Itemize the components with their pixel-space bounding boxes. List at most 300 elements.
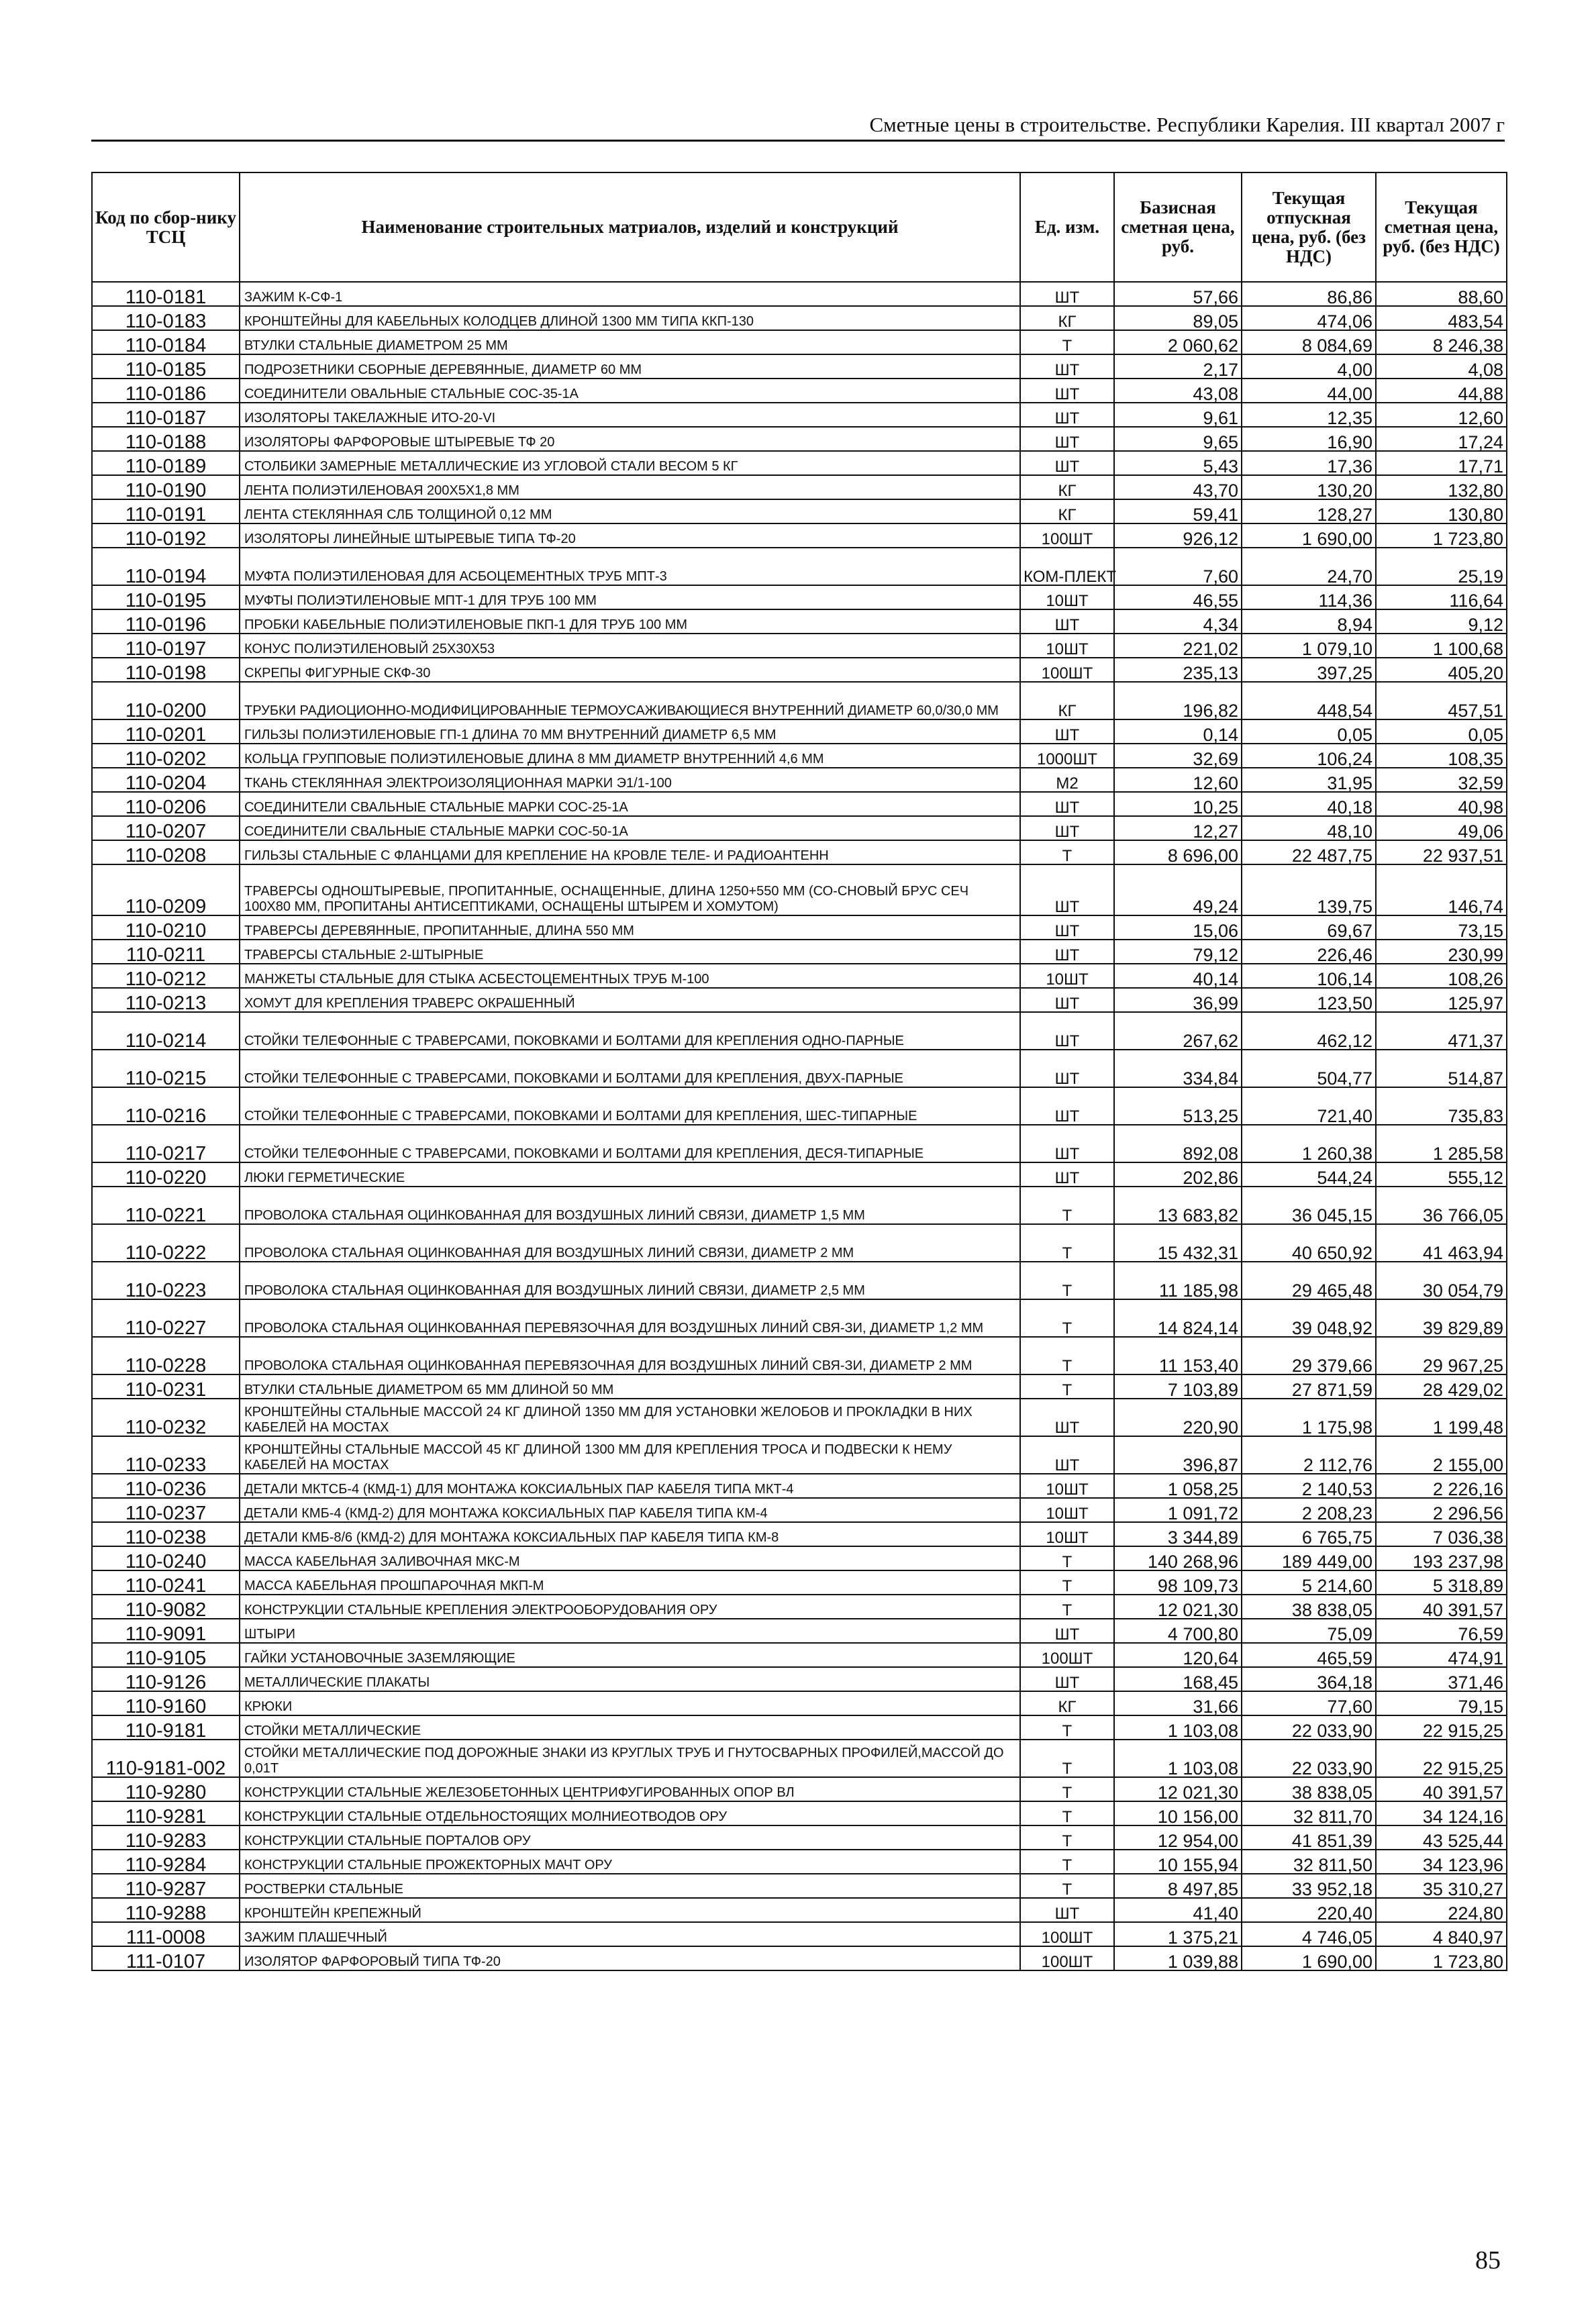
item-unit: ШТ [1020,1162,1114,1187]
item-code: 110-0200 [92,682,240,719]
item-unit: Т [1020,1850,1114,1874]
estimate-price: 5 318,89 [1376,1570,1507,1595]
table-row [92,427,1507,451]
estimate-price: 17,24 [1376,427,1507,451]
table-row [92,682,1507,719]
item-name: ЗАЖИМ ПЛАШЕЧНЫЙ [240,1922,1020,1946]
table-row [92,1522,1507,1546]
item-unit: 100ШТ [1020,523,1114,548]
estimate-price: 4,08 [1376,354,1507,379]
item-code: 110-9082 [92,1595,240,1619]
table-row [92,1619,1507,1643]
item-name: КОНСТРУКЦИИ СТАЛЬНЫЕ КРЕПЛЕНИЯ ЭЛЕКТРООБОРУДОВАНИЯ ОРУ [240,1595,1020,1619]
base-price: 12 021,30 [1114,1595,1242,1619]
release-price: 1 079,10 [1242,634,1376,658]
estimate-price: 405,20 [1376,658,1507,682]
item-name: СОЕДИНИТЕЛИ СВАЛЬНЫЕ СТАЛЬНЫЕ МАРКИ СОС-50-1А [240,816,1020,840]
item-unit: ШТ [1020,719,1114,744]
estimate-price: 474,91 [1376,1643,1507,1667]
table-row [92,768,1507,792]
table-row [92,354,1507,379]
item-code: 110-0190 [92,475,240,499]
item-name: КРЮКИ [240,1691,1020,1715]
item-code: 110-0231 [92,1374,240,1399]
item-unit: Т [1020,1740,1114,1777]
estimate-price: 230,99 [1376,940,1507,964]
item-unit: ШТ [1020,1087,1114,1125]
estimate-price: 0,05 [1376,719,1507,744]
table-header [92,172,1507,282]
item-name: СТОЙКИ ТЕЛЕФОННЫЕ С ТРАВЕРСАМИ, ПОКОВКАМИ И БОЛТАМИ ДЛЯ КРЕПЛЕНИЯ ОДНО-ПАРНЫЕ [240,1012,1020,1050]
release-price: 22 033,90 [1242,1715,1376,1740]
release-price: 5 214,60 [1242,1570,1376,1595]
item-name: ПОДРОЗЕТНИКИ СБОРНЫЕ ДЕРЕВЯННЫЕ, ДИАМЕТР 60 ММ [240,354,1020,379]
item-name: КОНСТРУКЦИИ СТАЛЬНЫЕ ПРОЖЕКТОРНЫХ МАЧТ ОРУ [240,1850,1020,1874]
base-price: 267,62 [1114,1012,1242,1050]
release-price: 721,40 [1242,1087,1376,1125]
item-unit: Т [1020,840,1114,864]
base-price: 1 103,08 [1114,1715,1242,1740]
item-name: СОЕДИНИТЕЛИ СВАЛЬНЫЕ СТАЛЬНЫЕ МАРКИ СОС-25-1А [240,792,1020,816]
table-row [92,1399,1507,1436]
item-name: ИЗОЛЯТОРЫ ФАРФОРОВЫЕ ШТЫРЕВЫЕ ТФ 20 [240,427,1020,451]
item-name: ПРОВОЛОКА СТАЛЬНАЯ ОЦИНКОВАННАЯ ПЕРЕВЯЗОЧНАЯ ДЛЯ ВОЗДУШНЫХ ЛИНИЙ СВЯ-ЗИ, ДИАМЕТР 2 ММ [240,1337,1020,1374]
estimate-price: 8 246,38 [1376,330,1507,354]
item-code: 110-0217 [92,1125,240,1162]
item-unit: ШТ [1020,1050,1114,1087]
item-code: 110-0194 [92,548,240,585]
item-name: ТРУБКИ РАДИОЦИОННО-МОДИФИЦИРОВАННЫЕ ТЕРМОУСАЖИВАЮЩИЕСЯ ВНУТРЕННИЙ ДИАМЕТР 60,0/30,0 ММ [240,682,1020,719]
estimate-price: 1 285,58 [1376,1125,1507,1162]
item-unit: Т [1020,1187,1114,1224]
release-price: 2 140,53 [1242,1474,1376,1498]
item-code: 110-0196 [92,609,240,634]
table-row [92,1801,1507,1825]
release-price: 44,00 [1242,379,1376,403]
item-name: ДЕТАЛИ МКТСБ-4 (КМД-1) ДЛЯ МОНТАЖА КОКСИАЛЬНЫХ ПАР КАБЕЛЯ ТИПА МКТ-4 [240,1474,1020,1498]
base-price: 513,25 [1114,1087,1242,1125]
estimate-price: 34 123,96 [1376,1850,1507,1874]
estimate-price: 132,80 [1376,475,1507,499]
item-unit: Т [1020,1224,1114,1262]
release-price: 364,18 [1242,1667,1376,1691]
estimate-price: 371,46 [1376,1667,1507,1691]
table-row [92,1498,1507,1522]
item-unit: 10ШТ [1020,1498,1114,1522]
table-row [92,499,1507,523]
table-row [92,864,1507,915]
item-unit: Т [1020,1874,1114,1898]
estimate-price: 457,51 [1376,682,1507,719]
estimate-price: 4 840,97 [1376,1922,1507,1946]
release-price: 12,35 [1242,403,1376,427]
estimate-price: 1 199,48 [1376,1399,1507,1436]
base-price: 49,24 [1114,864,1242,915]
release-price: 29 465,48 [1242,1262,1376,1299]
item-unit: ШТ [1020,1898,1114,1922]
release-price: 4,00 [1242,354,1376,379]
estimate-price: 49,06 [1376,816,1507,840]
item-name: МУФТЫ ПОЛИЭТИЛЕНОВЫЕ МПТ-1 ДЛЯ ТРУБ 100 ММ [240,585,1020,609]
release-price: 2 208,23 [1242,1498,1376,1522]
estimate-price: 30 054,79 [1376,1262,1507,1299]
estimate-price: 29 967,25 [1376,1337,1507,1374]
estimate-price: 193 237,98 [1376,1546,1507,1570]
release-price: 48,10 [1242,816,1376,840]
release-price: 69,67 [1242,915,1376,940]
table-row [92,1691,1507,1715]
base-price: 98 109,73 [1114,1570,1242,1595]
table-row [92,634,1507,658]
item-name: ВТУЛКИ СТАЛЬНЫЕ ДИАМЕТРОМ 65 ММ ДЛИНОЙ 50 ММ [240,1374,1020,1399]
estimate-price: 514,87 [1376,1050,1507,1087]
estimate-price: 43 525,44 [1376,1825,1507,1850]
estimate-price: 34 124,16 [1376,1801,1507,1825]
base-price: 15,06 [1114,915,1242,940]
release-price: 38 838,05 [1242,1595,1376,1619]
item-unit: Т [1020,1777,1114,1801]
table-row [92,548,1507,585]
item-unit: Т [1020,1337,1114,1374]
item-name: КОЛЬЦА ГРУППОВЫЕ ПОЛИЭТИЛЕНОВЫЕ ДЛИНА 8 ММ ДИАМЕТР ВНУТРЕННИЙ 4,6 ММ [240,744,1020,768]
item-unit: М2 [1020,768,1114,792]
release-price: 1 260,38 [1242,1125,1376,1162]
estimate-price: 2 296,56 [1376,1498,1507,1522]
item-name: ГИЛЬЗЫ ПОЛИЭТИЛЕНОВЫЕ ГП-1 ДЛИНА 70 ММ ВНУТРЕННИЙ ДИАМЕТР 6,5 ММ [240,719,1020,744]
estimate-price: 2 155,00 [1376,1436,1507,1474]
table-row [92,1570,1507,1595]
base-price: 59,41 [1114,499,1242,523]
base-price: 235,13 [1114,658,1242,682]
item-unit: ШТ [1020,451,1114,475]
base-price: 79,12 [1114,940,1242,964]
item-code: 110-0189 [92,451,240,475]
item-name: ХОМУТ ДЛЯ КРЕПЛЕНИЯ ТРАВЕРС ОКРАШЕННЫЙ [240,988,1020,1012]
table-body [92,282,1507,1970]
running-header: Сметные цены в строительстве. Республики Карелия. III квартал 2007 г [91,113,1505,142]
release-price: 40 650,92 [1242,1224,1376,1262]
item-code: 110-0195 [92,585,240,609]
item-name: КОНСТРУКЦИИ СТАЛЬНЫЕ ПОРТАЛОВ ОРУ [240,1825,1020,1850]
item-code: 110-0192 [92,523,240,548]
item-unit: КГ [1020,306,1114,330]
item-unit: 10ШТ [1020,585,1114,609]
item-code: 110-0211 [92,940,240,964]
table-row [92,1546,1507,1570]
item-code: 110-0206 [92,792,240,816]
item-code: 110-9181 [92,1715,240,1740]
item-unit: ШТ [1020,1436,1114,1474]
item-unit: 10ШТ [1020,1522,1114,1546]
base-price: 9,65 [1114,427,1242,451]
item-code: 110-0207 [92,816,240,840]
item-code: 110-9284 [92,1850,240,1874]
item-code: 110-9105 [92,1643,240,1667]
estimate-price: 116,64 [1376,585,1507,609]
item-code: 110-0228 [92,1337,240,1374]
item-unit: 100ШТ [1020,1643,1114,1667]
item-code: 110-0186 [92,379,240,403]
base-price: 12 954,00 [1114,1825,1242,1850]
base-price: 43,70 [1114,475,1242,499]
table-row [92,1087,1507,1125]
item-unit: 100ШТ [1020,658,1114,682]
estimate-price: 73,15 [1376,915,1507,940]
release-price: 75,09 [1242,1619,1376,1643]
item-name: КОНУС ПОЛИЭТИЛЕНОВЫЙ 25Х30Х53 [240,634,1020,658]
item-unit: Т [1020,1262,1114,1299]
item-name: ЗАЖИМ К-СФ-1 [240,282,1020,306]
item-name: СТОЙКИ ТЕЛЕФОННЫЕ С ТРАВЕРСАМИ, ПОКОВКАМИ И БОЛТАМИ ДЛЯ КРЕПЛЕНИЯ, ДЕСЯ-ТИПАРНЫЕ [240,1125,1020,1162]
item-code: 110-0238 [92,1522,240,1546]
item-unit: КГ [1020,475,1114,499]
table-row [92,1850,1507,1874]
base-price: 202,86 [1114,1162,1242,1187]
base-price: 926,12 [1114,523,1242,548]
item-name: ВТУЛКИ СТАЛЬНЫЕ ДИАМЕТРОМ 25 ММ [240,330,1020,354]
item-code: 110-0240 [92,1546,240,1570]
table-row [92,1667,1507,1691]
table-row [92,1595,1507,1619]
base-price: 120,64 [1114,1643,1242,1667]
base-price: 140 268,96 [1114,1546,1242,1570]
base-price: 11 153,40 [1114,1337,1242,1374]
release-price: 16,90 [1242,427,1376,451]
base-price: 7 103,89 [1114,1374,1242,1399]
item-name: СТОЛБИКИ ЗАМЕРНЫЕ МЕТАЛЛИЧЕСКИЕ ИЗ УГЛОВОЙ СТАЛИ ВЕСОМ 5 КГ [240,451,1020,475]
base-price: 3 344,89 [1114,1522,1242,1546]
release-price: 32 811,50 [1242,1850,1376,1874]
base-price: 12,60 [1114,768,1242,792]
estimate-price: 471,37 [1376,1012,1507,1050]
item-name: ДЕТАЛИ КМБ-8/6 (КМД-2) ДЛЯ МОНТАЖА КОКСИАЛЬНЫХ ПАР КАБЕЛЯ ТИПА КМ-8 [240,1522,1020,1546]
release-price: 31,95 [1242,768,1376,792]
item-name: КРОНШТЕЙН КРЕПЕЖНЫЙ [240,1898,1020,1922]
release-price: 22 033,90 [1242,1740,1376,1777]
release-price: 8 084,69 [1242,330,1376,354]
base-price: 2,17 [1114,354,1242,379]
item-unit: ШТ [1020,940,1114,964]
estimate-price: 22 915,25 [1376,1715,1507,1740]
item-code: 110-0241 [92,1570,240,1595]
table-row [92,840,1507,864]
base-price: 0,14 [1114,719,1242,744]
estimate-price: 39 829,89 [1376,1299,1507,1337]
table-row [92,1777,1507,1801]
item-code: 111-0107 [92,1946,240,1970]
item-code: 110-0220 [92,1162,240,1187]
release-price: 106,14 [1242,964,1376,988]
table-row [92,1946,1507,1970]
base-price: 1 058,25 [1114,1474,1242,1498]
base-price: 57,66 [1114,282,1242,306]
release-price: 27 871,59 [1242,1374,1376,1399]
item-name: СТОЙКИ МЕТАЛЛИЧЕСКИЕ ПОД ДОРОЖНЫЕ ЗНАКИ ИЗ КРУГЛЫХ ТРУБ И ГНУТОСВАРНЫХ ПРОФИЛЕЙ,МАССОЙ ДО 0,01Т [240,1740,1020,1777]
release-price: 1 175,98 [1242,1399,1376,1436]
base-price: 46,55 [1114,585,1242,609]
item-name: СОЕДИНИТЕЛИ ОВАЛЬНЫЕ СТАЛЬНЫЕ СОС-35-1А [240,379,1020,403]
release-price: 2 112,76 [1242,1436,1376,1474]
base-price: 396,87 [1114,1436,1242,1474]
release-price: 40,18 [1242,792,1376,816]
base-price: 15 432,31 [1114,1224,1242,1262]
item-code: 110-0222 [92,1224,240,1262]
table-row [92,1874,1507,1898]
table-row [92,1436,1507,1474]
item-code: 110-9181-002 [92,1740,240,1777]
table-row [92,1825,1507,1850]
table-row [92,379,1507,403]
base-price: 221,02 [1114,634,1242,658]
estimate-price: 35 310,27 [1376,1874,1507,1898]
item-name: МАССА КАБЕЛЬНАЯ ПРОШПАРОЧНАЯ МКП-М [240,1570,1020,1595]
item-name: СТОЙКИ ТЕЛЕФОННЫЕ С ТРАВЕРСАМИ, ПОКОВКАМИ И БОЛТАМИ ДЛЯ КРЕПЛЕНИЯ, ДВУХ-ПАРНЫЕ [240,1050,1020,1087]
item-unit: Т [1020,1374,1114,1399]
table-row [92,403,1507,427]
base-price: 31,66 [1114,1691,1242,1715]
item-name: МАНЖЕТЫ СТАЛЬНЫЕ ДЛЯ СТЫКА АСБЕСТОЦЕМЕНТНЫХ ТРУБ М-100 [240,964,1020,988]
base-price: 12,27 [1114,816,1242,840]
release-price: 4 746,05 [1242,1922,1376,1946]
release-price: 226,46 [1242,940,1376,964]
item-unit: ШТ [1020,354,1114,379]
release-price: 22 487,75 [1242,840,1376,864]
item-name: ПРОБКИ КАБЕЛЬНЫЕ ПОЛИЭТИЛЕНОВЫЕ ПКП-1 ДЛЯ ТРУБ 100 ММ [240,609,1020,634]
item-code: 110-0204 [92,768,240,792]
item-code: 110-0233 [92,1436,240,1474]
item-name: СТОЙКИ МЕТАЛЛИЧЕСКИЕ [240,1715,1020,1740]
release-price: 1 690,00 [1242,1946,1376,1970]
base-price: 2 060,62 [1114,330,1242,354]
table-row [92,1337,1507,1374]
item-unit: ШТ [1020,1012,1114,1050]
table-row [92,1224,1507,1262]
estimate-price: 36 766,05 [1376,1187,1507,1224]
estimate-price: 7 036,38 [1376,1522,1507,1546]
base-price: 89,05 [1114,306,1242,330]
base-price: 40,14 [1114,964,1242,988]
release-price: 128,27 [1242,499,1376,523]
estimate-price: 146,74 [1376,864,1507,915]
item-name: ПРОВОЛОКА СТАЛЬНАЯ ОЦИНКОВАННАЯ ДЛЯ ВОЗДУШНЫХ ЛИНИЙ СВЯЗИ, ДИАМЕТР 1,5 ММ [240,1187,1020,1224]
estimate-price: 22 937,51 [1376,840,1507,864]
item-code: 110-0187 [92,403,240,427]
item-unit: ШТ [1020,792,1114,816]
item-unit: ШТ [1020,1667,1114,1691]
base-price: 5,43 [1114,451,1242,475]
item-unit: ШТ [1020,1125,1114,1162]
estimate-price: 1 723,80 [1376,523,1507,548]
estimate-price: 76,59 [1376,1619,1507,1643]
estimate-price: 735,83 [1376,1087,1507,1125]
table-row [92,915,1507,940]
release-price: 24,70 [1242,548,1376,585]
table-row [92,475,1507,499]
item-name: ПРОВОЛОКА СТАЛЬНАЯ ОЦИНКОВАННАЯ ДЛЯ ВОЗДУШНЫХ ЛИНИЙ СВЯЗИ, ДИАМЕТР 2 ММ [240,1224,1020,1262]
estimate-price: 44,88 [1376,379,1507,403]
item-unit: 1000ШТ [1020,744,1114,768]
item-code: 110-9160 [92,1691,240,1715]
item-name: КОНСТРУКЦИИ СТАЛЬНЫЕ ЖЕЛЕЗОБЕТОННЫХ ЦЕНТРИФУГИРОВАННЫХ ОПОР ВЛ [240,1777,1020,1801]
item-code: 110-0232 [92,1399,240,1436]
item-name: КОНСТРУКЦИИ СТАЛЬНЫЕ ОТДЕЛЬНОСТОЯЩИХ МОЛНИЕОТВОДОВ ОРУ [240,1801,1020,1825]
item-unit: ШТ [1020,609,1114,634]
table-row [92,744,1507,768]
item-code: 110-0236 [92,1474,240,1498]
table-row [92,792,1507,816]
table-row [92,940,1507,964]
base-price: 11 185,98 [1114,1262,1242,1299]
item-unit: ШТ [1020,403,1114,427]
item-name: ТРАВЕРСЫ ОДНОШТЫРЕВЫЕ, ПРОПИТАННЫЕ, ОСНАЩЕННЫЕ, ДЛИНА 1250+550 ММ (СО-СНОВЫЙ БРУС СЕЧ 100Х80 ММ, ПРОПИТАНЫ АНТИСЕПТИКАМИ, ОСНАЩЕНЫ ШТЫРЕМ И ХОМУТОМ) [240,864,1020,915]
release-price: 1 690,00 [1242,523,1376,548]
release-price: 0,05 [1242,719,1376,744]
item-code: 110-0216 [92,1087,240,1125]
release-price: 29 379,66 [1242,1337,1376,1374]
release-price: 6 765,75 [1242,1522,1376,1546]
item-name: ИЗОЛЯТОРЫ ТАКЕЛАЖНЫЕ ИТО-20-VI [240,403,1020,427]
base-price: 14 824,14 [1114,1299,1242,1337]
release-price: 39 048,92 [1242,1299,1376,1337]
item-name: ПРОВОЛОКА СТАЛЬНАЯ ОЦИНКОВАННАЯ ПЕРЕВЯЗОЧНАЯ ДЛЯ ВОЗДУШНЫХ ЛИНИЙ СВЯ-ЗИ, ДИАМЕТР 1,2 ММ [240,1299,1020,1337]
item-code: 110-0212 [92,964,240,988]
release-price: 397,25 [1242,658,1376,682]
item-code: 111-0008 [92,1922,240,1946]
base-price: 334,84 [1114,1050,1242,1087]
item-name: ИЗОЛЯТОР ФАРФОРОВЫЙ ТИПА ТФ-20 [240,1946,1020,1970]
table-row [92,1740,1507,1777]
item-code: 110-0208 [92,840,240,864]
table-row [92,1374,1507,1399]
estimate-price: 88,60 [1376,282,1507,306]
item-code: 110-9091 [92,1619,240,1643]
item-name: ГАЙКИ УСТАНОВОЧНЫЕ ЗАЗЕМЛЯЮЩИЕ [240,1643,1020,1667]
release-price: 130,20 [1242,475,1376,499]
base-price: 4 700,80 [1114,1619,1242,1643]
item-code: 110-0198 [92,658,240,682]
table-row [92,523,1507,548]
item-name: МУФТА ПОЛИЭТИЛЕНОВАЯ ДЛЯ АСБОЦЕМЕНТНЫХ ТРУБ МПТ-3 [240,548,1020,585]
item-unit: ШТ [1020,816,1114,840]
table-row [92,1643,1507,1667]
table-row [92,1715,1507,1740]
base-price: 12 021,30 [1114,1777,1242,1801]
table-row [92,1050,1507,1087]
item-unit: 100ШТ [1020,1922,1114,1946]
item-code: 110-9126 [92,1667,240,1691]
item-code: 110-0188 [92,427,240,451]
item-code: 110-9283 [92,1825,240,1850]
release-price: 106,24 [1242,744,1376,768]
release-price: 220,40 [1242,1898,1376,1922]
column-header-name: Наименование строительных матриалов, изделий и конструкций [240,172,1020,282]
item-code: 110-0185 [92,354,240,379]
release-price: 465,59 [1242,1643,1376,1667]
item-code: 110-0213 [92,988,240,1012]
estimate-price: 108,35 [1376,744,1507,768]
table-row [92,719,1507,744]
page-number: 85 [1475,2246,1501,2274]
table-row [92,451,1507,475]
item-name: ТРАВЕРСЫ ДЕРЕВЯННЫЕ, ПРОПИТАННЫЕ, ДЛИНА 550 ММ [240,915,1020,940]
item-code: 110-0184 [92,330,240,354]
item-code: 110-0215 [92,1050,240,1087]
price-table [91,172,1507,1971]
item-name: ЛЮКИ ГЕРМЕТИЧЕСКИЕ [240,1162,1020,1187]
release-price: 38 838,05 [1242,1777,1376,1801]
item-code: 110-9281 [92,1801,240,1825]
release-price: 33 952,18 [1242,1874,1376,1898]
